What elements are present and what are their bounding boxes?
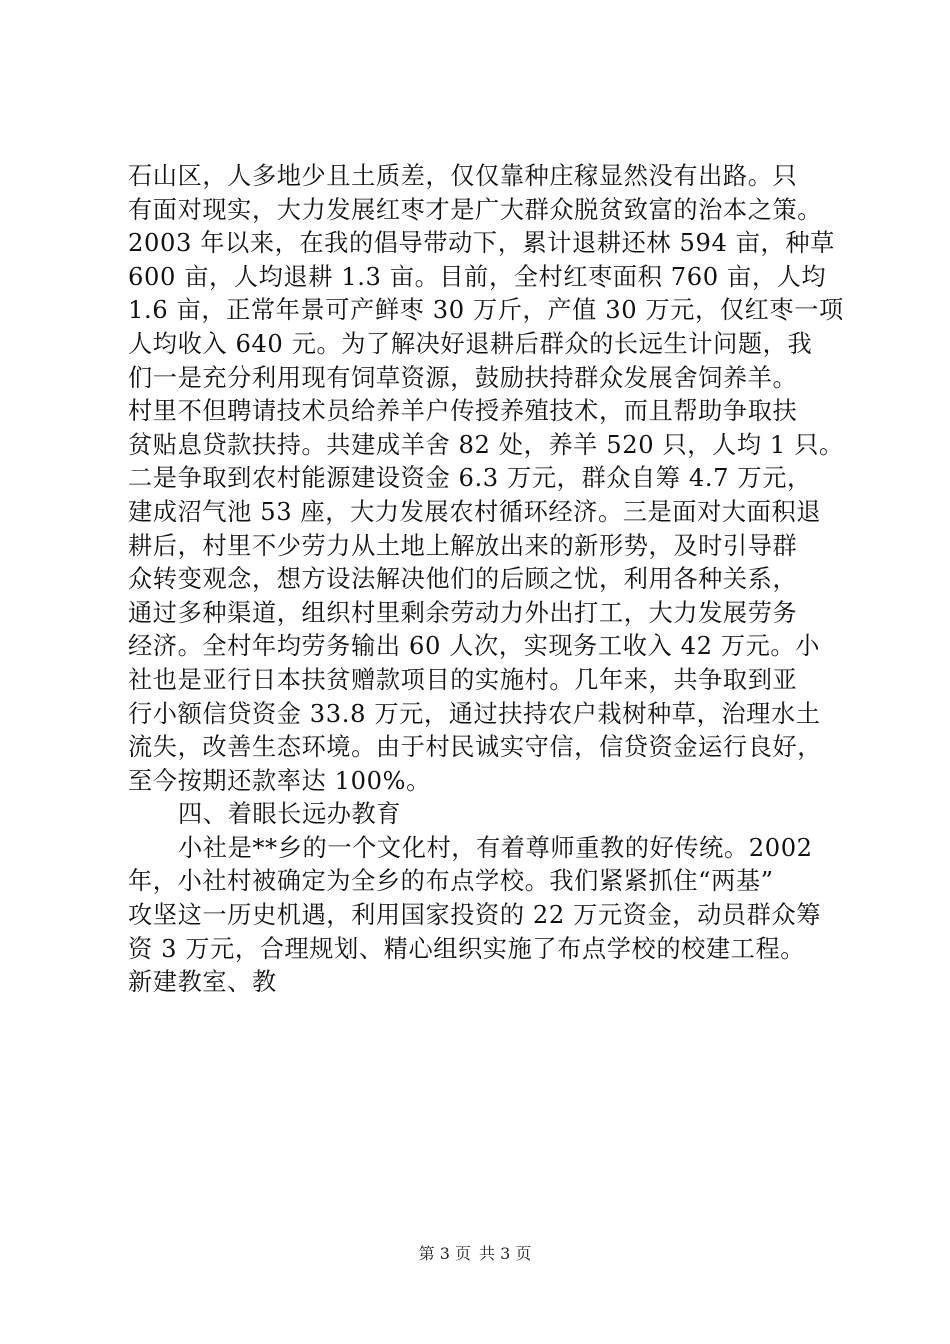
- text-line: 人均收入 640 元。为了解决好退耕后群众的长远生计问题，我: [128, 329, 813, 358]
- document-body: [128, 160, 842, 1000]
- page-number: 第 3 页: [418, 1244, 471, 1263]
- text-line: 石山区，人多地少且土质差，仅仅靠种庄稼显然没有出路。只: [128, 162, 798, 190]
- section-heading: 四、着眼长远办教育: [178, 800, 402, 829]
- text-line: 社也是亚行日本扶贫赠款项目的实施村。几年来，共争取到亚: [128, 665, 798, 694]
- page-total: 共 3 页: [479, 1244, 532, 1263]
- text-line: 1.6 亩，正常年景可产鲜枣 30 万斤，产值 30 万元，仅红枣一项: [128, 296, 844, 325]
- text-line: 小社是**乡的一个文化村，有着尊师重教的好传统。2002: [178, 833, 813, 862]
- text-line: 2003 年以来，在我的倡导带动下，累计退耕还林 594 亩，种草: [128, 229, 835, 258]
- text-line: 二是争取到农村能源建设资金 6.3 万元，群众自筹 4.7 万元，: [128, 464, 812, 493]
- text-line: 众转变观念，想方设法解决他们的后顾之忧，利用各种关系，: [128, 565, 798, 594]
- text-line: 行小额信贷资金 33.8 万元，通过扶持农户栽树种草，治理水土: [128, 699, 821, 728]
- text-line: 流失，改善生态环境。由于村民诚实守信，信贷资金运行良好，: [128, 733, 823, 762]
- page-footer: [0, 1244, 950, 1264]
- text-line: 通过多种渠道，组织村里剩余劳动力外出打工，大力发展劳务: [128, 598, 798, 627]
- text-line: 年，小社村被确定为全乡的布点学校。我们紧紧抓住“两基”: [128, 867, 774, 896]
- text-line: 有面对现实，大力发展红枣才是广大群众脱贫致富的治本之策。: [128, 195, 823, 224]
- text-line: 村里不但聘请技术员给养羊户传授养殖技术，而且帮助争取扶: [128, 397, 798, 426]
- text-line: 攻坚这一历史机遇，利用国家投资的 22 万元资金，动员群众筹: [128, 901, 822, 930]
- text-line: 们一是充分利用现有饲草资源，鼓励扶持群众发展舍饲养羊。: [128, 363, 798, 392]
- text-line: 600 亩，人均退耕 1.3 亩。目前，全村红枣面积 760 亩，人均: [128, 262, 827, 291]
- text-line: 至今按期还款率达 100%。: [128, 766, 431, 795]
- text-line: 贫贴息贷款扶持。共建成羊舍 82 处，养羊 520 只，人均 1 只。: [128, 430, 844, 459]
- text-line: 资 3 万元，合理规划、精心组织实施了布点学校的校建工程。: [128, 934, 806, 963]
- text-line: 耕后，村里不少劳力从土地上解放出来的新形势，及时引导群: [128, 531, 798, 560]
- text-line: 新建教室、教: [128, 968, 277, 997]
- text-line: 建成沼气池 53 座，大力发展农村循环经济。三是面对大面积退: [128, 497, 822, 526]
- text-line: 经济。全村年均劳务输出 60 人次，实现务工收入 42 万元。小: [128, 632, 821, 661]
